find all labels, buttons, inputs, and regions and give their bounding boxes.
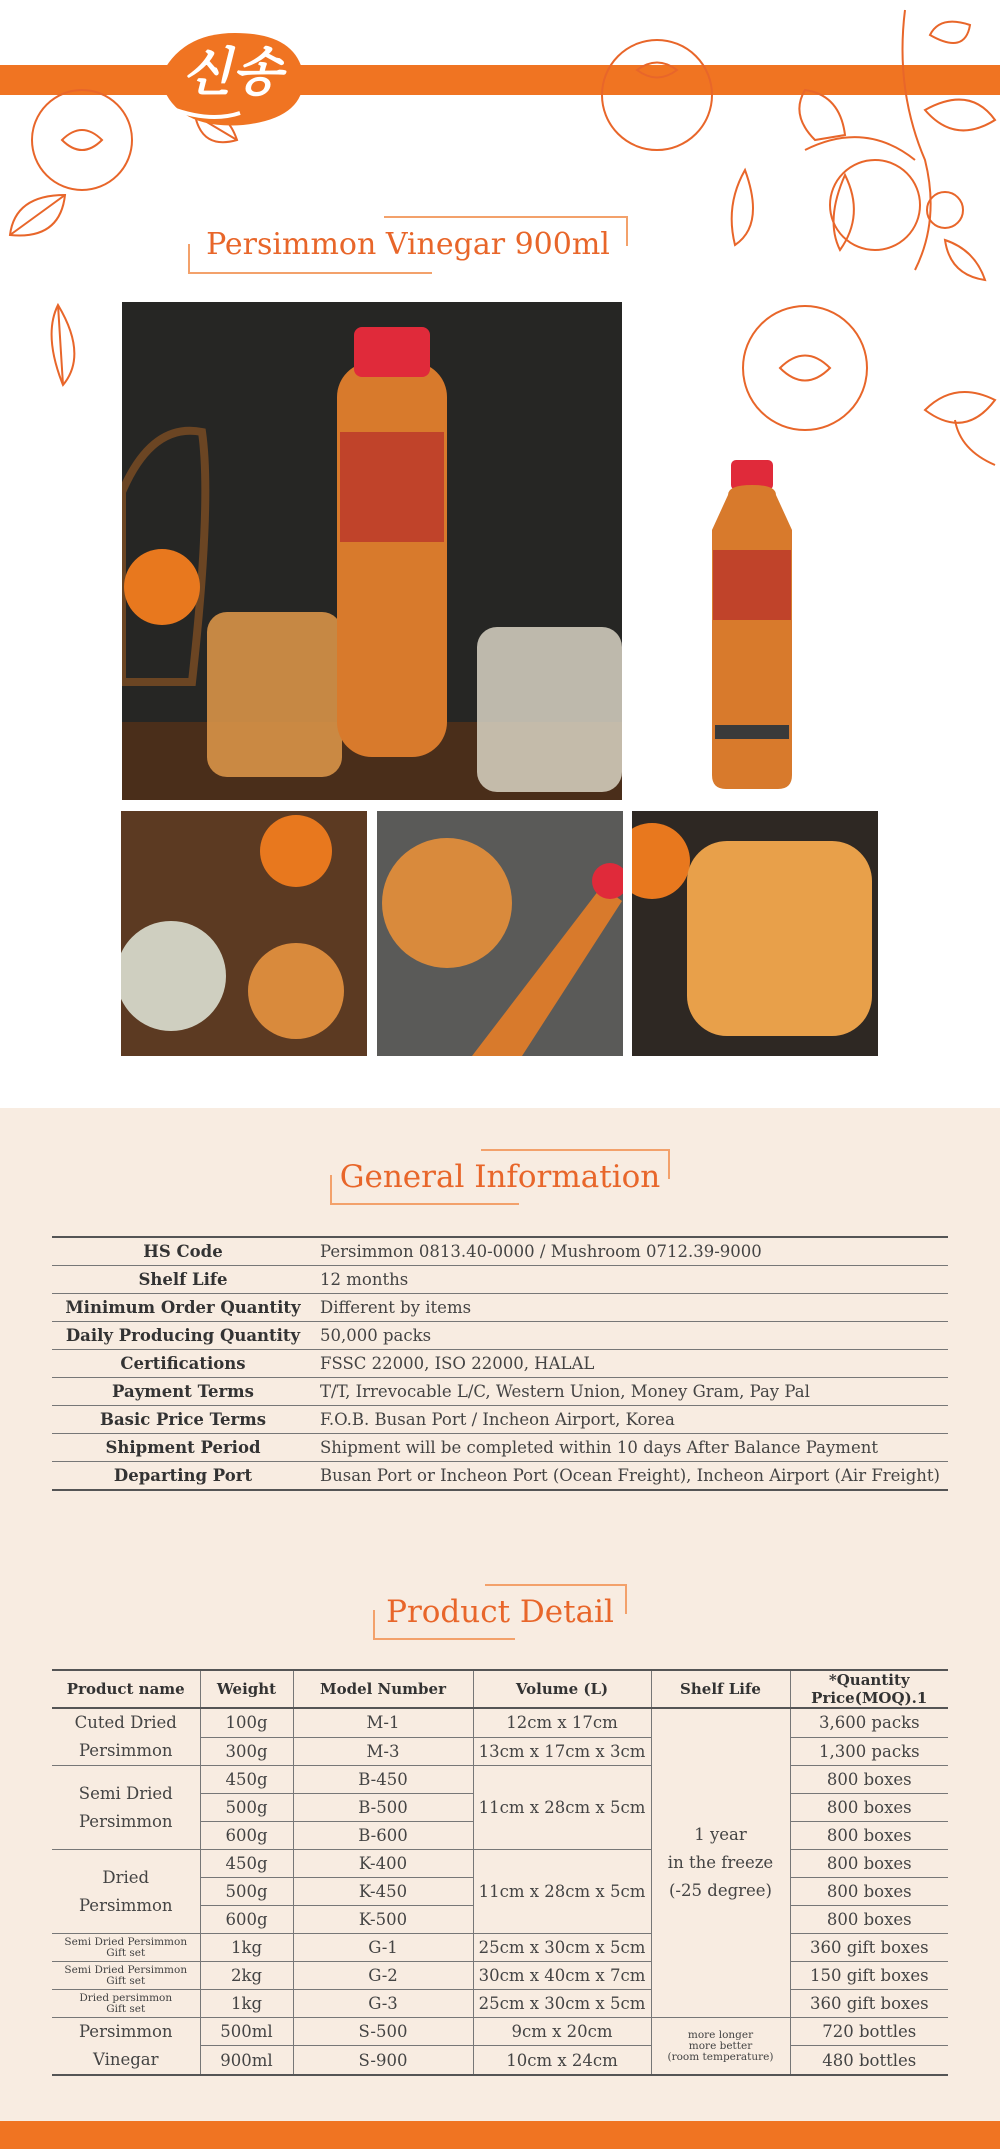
model-cell: K-500	[293, 1906, 473, 1934]
header-quantity-price: *Quantity Price(MOQ).1	[790, 1670, 948, 1708]
product-name-line: Gift set	[106, 2002, 146, 2015]
weight-cell: 600g	[200, 1822, 293, 1850]
shelf-life-line: 1 year	[694, 1825, 747, 1844]
detail-header-row	[52, 1670, 948, 1708]
header-weight: Weight	[200, 1670, 293, 1708]
info-value: T/T, Irrevocable L/C, Western Union, Money Gram, Pay Pal	[314, 1378, 948, 1406]
product-name-cell	[52, 1990, 200, 2018]
product-name-line: Gift set	[106, 1974, 146, 1987]
product-name-line: Persimmon	[78, 1741, 173, 1760]
product-name-cell	[52, 1850, 200, 1934]
model-cell: K-400	[293, 1850, 473, 1878]
model-cell: S-500	[293, 2018, 473, 2046]
product-name-line: Persimmon	[78, 1811, 173, 1831]
product-name-cell	[52, 1962, 200, 1990]
model-cell: M-3	[293, 1737, 473, 1766]
volume-cell: 10cm x 24cm	[473, 2046, 651, 2075]
info-value: Busan Port or Incheon Port (Ocean Freight), Incheon Airport (Air Freight)	[314, 1462, 948, 1491]
info-value: FSSC 22000, ISO 22000, HALAL	[314, 1350, 948, 1378]
bottle-photo	[703, 455, 801, 791]
info-key: HS Code	[52, 1237, 314, 1266]
weight-cell: 500ml	[200, 2018, 293, 2046]
table-row	[52, 1934, 948, 1962]
info-key: Shelf Life	[52, 1266, 314, 1294]
info-value: Shipment will be completed within 10 days After Balance Payment	[314, 1434, 948, 1462]
header-product-name: Product name	[52, 1670, 200, 1708]
info-key: Departing Port	[52, 1462, 314, 1491]
weight-cell: 450g	[200, 1766, 293, 1794]
general-info-row	[52, 1406, 948, 1434]
quantity-cell: 360 gift boxes	[790, 1934, 948, 1962]
model-cell: G-3	[293, 1990, 473, 2018]
general-info-row	[52, 1378, 948, 1406]
product-name-cell	[52, 2018, 200, 2076]
volume-cell: 9cm x 20cm	[473, 2018, 651, 2046]
shelf-life-line: (room temperature)	[667, 2050, 774, 2063]
weight-cell: 600g	[200, 1906, 293, 1934]
model-cell: G-2	[293, 1962, 473, 1990]
shelf-life-line: more longer	[687, 2028, 754, 2041]
brand-logo-text: 신송	[181, 43, 283, 103]
info-value: F.O.B. Busan Port / Incheon Airport, Korea	[314, 1406, 948, 1434]
header-shelf-life: Shelf Life	[651, 1670, 790, 1708]
product-name-line: Semi Dried Persimmon	[64, 1935, 188, 1948]
info-key: Payment Terms	[52, 1378, 314, 1406]
info-key: Basic Price Terms	[52, 1406, 314, 1434]
vinegar-glass-photo	[632, 811, 878, 1056]
shelf-life-vinegar-cell	[651, 2018, 790, 2076]
general-info-row	[52, 1237, 948, 1266]
volume-cell: 11cm x 28cm x 5cm	[473, 1850, 651, 1934]
product-name-line: Semi Dried Persimmon	[64, 1963, 188, 1976]
product-name-line: Dried persimmon	[79, 1991, 173, 2004]
general-info-row	[52, 1434, 948, 1462]
info-value: 50,000 packs	[314, 1322, 948, 1350]
product-name-line: Vinegar	[92, 2050, 159, 2069]
general-info-row	[52, 1294, 948, 1322]
quantity-cell: 800 boxes	[790, 1906, 948, 1934]
product-name-line: Gift set	[106, 1946, 146, 1959]
bottom-band	[0, 2121, 1000, 2149]
detail-title: Product Detail	[386, 1594, 614, 1630]
table-row	[52, 1962, 948, 1990]
volume-cell: 25cm x 30cm x 5cm	[473, 1934, 651, 1962]
general-info-row	[52, 1462, 948, 1491]
info-value: 12 months	[314, 1266, 948, 1294]
general-title-frame	[330, 1149, 670, 1205]
product-name-cell	[52, 1708, 200, 1766]
weight-cell: 900ml	[200, 2046, 293, 2075]
quantity-cell: 1,300 packs	[790, 1737, 948, 1766]
quantity-cell: 800 boxes	[790, 1794, 948, 1822]
product-detail-table	[52, 1669, 948, 2076]
info-value: Different by items	[314, 1294, 948, 1322]
volume-cell: 11cm x 28cm x 5cm	[473, 1766, 651, 1850]
product-name-line: Semi Dried	[78, 1783, 173, 1803]
product-name-cell	[52, 1934, 200, 1962]
weight-cell: 1kg	[200, 1990, 293, 2018]
product-name-line: Persimmon	[78, 2022, 173, 2041]
weight-cell: 450g	[200, 1850, 293, 1878]
volume-cell: 13cm x 17cm x 3cm	[473, 1737, 651, 1766]
table-row	[52, 1766, 948, 1794]
model-cell: K-450	[293, 1878, 473, 1906]
weight-cell: 1kg	[200, 1934, 293, 1962]
general-info-row	[52, 1322, 948, 1350]
persimmon-illustration-right	[595, 0, 1000, 490]
volume-cell: 30cm x 40cm x 7cm	[473, 1962, 651, 1990]
general-info-row	[52, 1350, 948, 1378]
quantity-cell: 800 boxes	[790, 1850, 948, 1878]
volume-cell: 12cm x 17cm	[473, 1708, 651, 1737]
info-key: Minimum Order Quantity	[52, 1294, 314, 1322]
quantity-cell: 800 boxes	[790, 1766, 948, 1794]
model-cell: B-600	[293, 1822, 473, 1850]
detail-title-frame	[373, 1584, 627, 1640]
main-product-photo	[122, 302, 622, 800]
quantity-cell: 800 boxes	[790, 1822, 948, 1850]
table-row	[52, 1708, 948, 1737]
model-cell: B-500	[293, 1794, 473, 1822]
model-cell: M-1	[293, 1708, 473, 1737]
general-info-row	[52, 1266, 948, 1294]
model-cell: S-900	[293, 2046, 473, 2075]
header-model-number: Model Number	[293, 1670, 473, 1708]
shelf-life-line: in the freeze	[667, 1853, 774, 1872]
quantity-cell: 800 boxes	[790, 1878, 948, 1906]
table-row	[52, 1990, 948, 2018]
general-title: General Information	[339, 1159, 661, 1195]
shelf-life-line: more better	[688, 2039, 753, 2052]
product-title-frame	[188, 216, 628, 274]
table-row	[52, 1850, 948, 1878]
quantity-cell: 360 gift boxes	[790, 1990, 948, 2018]
quantity-cell: 720 bottles	[790, 2018, 948, 2046]
info-value: Persimmon 0813.40-0000 / Mushroom 0712.39-9000	[314, 1237, 948, 1266]
product-name-line: Cuted Dried	[74, 1713, 177, 1732]
header-volume: Volume (L)	[473, 1670, 651, 1708]
model-cell: G-1	[293, 1934, 473, 1962]
shelf-life-line: (-25 degree)	[669, 1881, 772, 1900]
product-name-line: Persimmon	[78, 1895, 173, 1915]
volume-cell: 25cm x 30cm x 5cm	[473, 1990, 651, 2018]
info-key: Certifications	[52, 1350, 314, 1378]
info-key: Shipment Period	[52, 1434, 314, 1462]
persimmon-plate-photo	[121, 811, 367, 1056]
weight-cell: 100g	[200, 1708, 293, 1737]
product-title: Persimmon Vinegar 900ml	[206, 227, 610, 262]
product-name-cell	[52, 1766, 200, 1850]
weight-cell: 500g	[200, 1794, 293, 1822]
quantity-cell: 150 gift boxes	[790, 1962, 948, 1990]
shelf-life-cell	[651, 1708, 790, 2018]
vinegar-bowl-photo	[377, 811, 623, 1056]
weight-cell: 2kg	[200, 1962, 293, 1990]
general-info-table	[52, 1236, 948, 1491]
quantity-cell: 3,600 packs	[790, 1708, 948, 1737]
info-key: Daily Producing Quantity	[52, 1322, 314, 1350]
model-cell: B-450	[293, 1766, 473, 1794]
weight-cell: 500g	[200, 1878, 293, 1906]
weight-cell: 300g	[200, 1737, 293, 1766]
product-name-line: Dried	[102, 1867, 150, 1887]
quantity-cell: 480 bottles	[790, 2046, 948, 2075]
table-row	[52, 2018, 948, 2046]
